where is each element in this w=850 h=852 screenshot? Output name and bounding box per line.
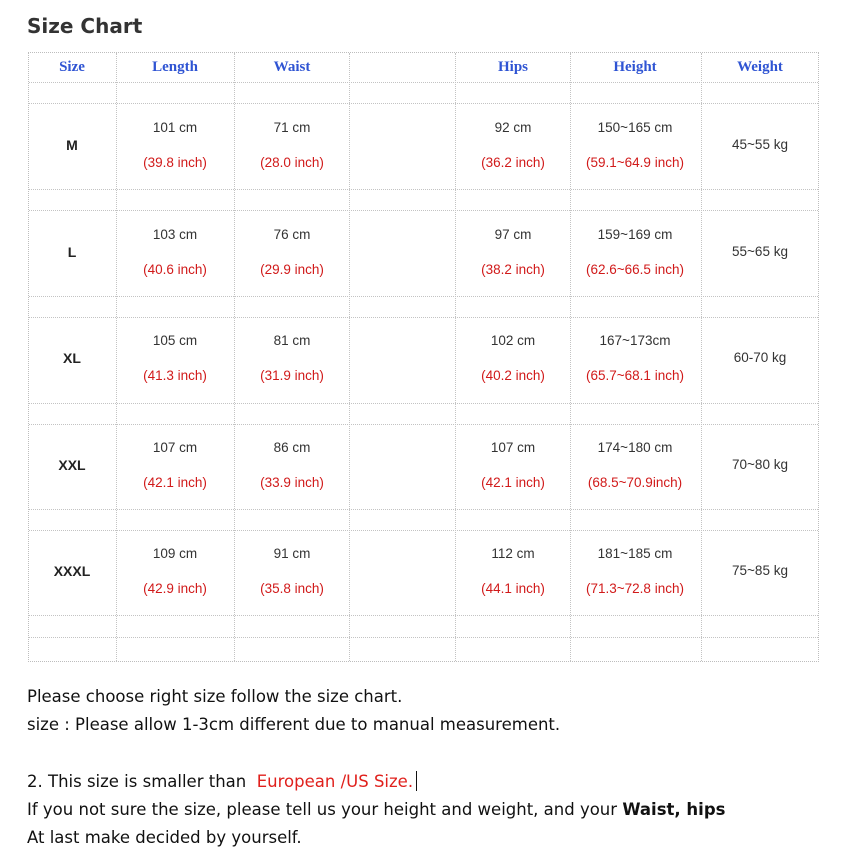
length-inch-cell: (42.1 inch) xyxy=(143,475,207,490)
hips-cm-cell: 112 cm xyxy=(491,546,535,561)
grid-row-line xyxy=(29,210,818,211)
waist-cm-cell: 81 cm xyxy=(273,333,311,348)
waist-inch-cell: (29.9 inch) xyxy=(260,262,324,277)
waist-cm-cell: 76 cm xyxy=(273,227,311,242)
grid-col-line xyxy=(116,53,117,661)
length-inch-cell: (39.8 inch) xyxy=(143,155,207,170)
hips-inch-cell: (38.2 inch) xyxy=(481,262,545,277)
grid-col-line xyxy=(455,53,456,661)
waist-cm-cell: 86 cm xyxy=(273,440,311,455)
height-cm-cell: 181~185 cm xyxy=(597,546,673,561)
grid-col-line xyxy=(570,53,571,661)
grid-row-line xyxy=(29,403,818,404)
weight-cell: 55~65 kg xyxy=(732,244,788,259)
hips-inch-cell: (36.2 inch) xyxy=(481,155,545,170)
size-cell: XL xyxy=(63,350,81,366)
grid-row-line xyxy=(29,509,818,510)
hips-cm-cell: 102 cm xyxy=(490,333,536,348)
grid-col-line xyxy=(349,53,350,661)
header-weight: Weight xyxy=(737,59,783,75)
waist-inch-cell: (28.0 inch) xyxy=(260,155,324,170)
hips-cm-cell: 107 cm xyxy=(490,440,536,455)
length-inch-cell: (41.3 inch) xyxy=(143,368,207,383)
height-cm-cell: 150~165 cm xyxy=(597,120,673,135)
size-notes xyxy=(27,683,827,852)
note-text: . xyxy=(407,772,414,791)
note-line: At last make decided by yourself. xyxy=(27,828,302,847)
note-line: size : Please allow 1-3cm different due to manual measurement. xyxy=(27,715,561,734)
text-caret xyxy=(416,771,417,791)
waist-cm-cell: 91 cm xyxy=(273,546,311,561)
hips-cm-cell: 92 cm xyxy=(494,120,532,135)
size-cell: M xyxy=(66,137,78,153)
header-hips: Hips xyxy=(497,59,528,75)
waist-inch-cell: (31.9 inch) xyxy=(260,368,324,383)
grid-row-line xyxy=(29,317,818,318)
waist-inch-cell: (35.8 inch) xyxy=(260,581,324,596)
header-size: Size xyxy=(59,59,85,75)
size-cell: XXL xyxy=(58,457,86,473)
length-cm-cell: 109 cm xyxy=(152,546,198,561)
header-length: Length xyxy=(152,59,198,75)
size-cell: L xyxy=(67,244,77,260)
weight-cell: 60-70 kg xyxy=(733,350,787,365)
height-cm-cell: 167~173cm xyxy=(599,333,671,348)
grid-row-line xyxy=(29,530,818,531)
page-title: Size Chart xyxy=(27,14,143,38)
hips-cm-cell: 97 cm xyxy=(494,227,532,242)
length-inch-cell: (40.6 inch) xyxy=(143,262,207,277)
grid-row-line xyxy=(29,424,818,425)
header-waist: Waist xyxy=(273,59,311,75)
length-cm-cell: 107 cm xyxy=(152,440,198,455)
height-cm-cell: 159~169 cm xyxy=(597,227,673,242)
note-highlight: European /US Size xyxy=(256,772,408,791)
height-cm-cell: 174~180 cm xyxy=(597,440,673,455)
grid-col-line xyxy=(701,53,702,661)
height-inch-cell: (62.6~66.5 inch) xyxy=(586,262,684,277)
waist-cm-cell: 71 cm xyxy=(273,120,311,135)
waist-inch-cell: (33.9 inch) xyxy=(260,475,324,490)
grid-row-line xyxy=(29,103,818,104)
length-cm-cell: 103 cm xyxy=(152,227,198,242)
length-cm-cell: 105 cm xyxy=(152,333,198,348)
note-line: Please choose right size follow the size chart. xyxy=(27,687,403,706)
grid-row-line xyxy=(29,82,818,83)
weight-cell: 45~55 kg xyxy=(732,137,788,152)
grid-col-line xyxy=(234,53,235,661)
length-inch-cell: (42.9 inch) xyxy=(143,581,207,596)
length-cm-cell: 101 cm xyxy=(152,120,198,135)
note-text: 2. This size is smaller than xyxy=(27,772,247,791)
grid-row-line xyxy=(29,637,818,638)
hips-inch-cell: (40.2 inch) xyxy=(481,368,545,383)
note-bold-text: Waist, hips xyxy=(622,800,726,819)
note-line xyxy=(27,768,827,796)
hips-inch-cell: (44.1 inch) xyxy=(481,581,545,596)
note-line xyxy=(27,796,827,824)
grid-row-line xyxy=(29,189,818,190)
weight-cell: 70~80 kg xyxy=(732,457,788,472)
height-inch-cell: (68.5~70.9inch) xyxy=(587,475,683,490)
weight-cell: 75~85 kg xyxy=(732,563,788,578)
header-height: Height xyxy=(613,59,657,75)
height-inch-cell: (59.1~64.9 inch) xyxy=(586,155,684,170)
size-cell: XXXL xyxy=(53,563,91,579)
hips-inch-cell: (42.1 inch) xyxy=(481,475,545,490)
grid-row-line xyxy=(29,615,818,616)
grid-row-line xyxy=(29,296,818,297)
size-chart-table xyxy=(28,52,819,662)
note-text: If you not sure the size, please tell us your height and weight, and your xyxy=(27,800,618,819)
height-inch-cell: (71.3~72.8 inch) xyxy=(586,581,684,596)
height-inch-cell: (65.7~68.1 inch) xyxy=(586,368,684,383)
